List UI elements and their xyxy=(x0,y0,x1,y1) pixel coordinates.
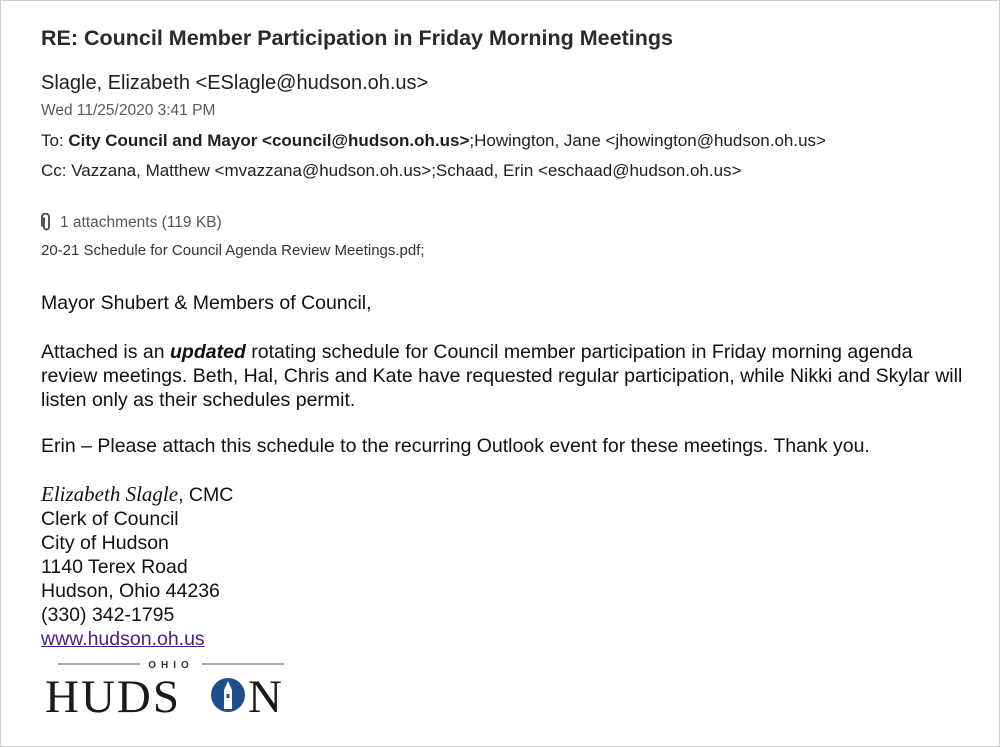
website-link[interactable]: www.hudson.oh.us xyxy=(41,628,205,650)
attachment-count: 1 attachments (119 KB) xyxy=(60,213,222,231)
to-line xyxy=(41,131,826,151)
para1-text-after: rotating schedule for Council member participation in Friday morning agenda review meetings. Beth, Hal, Chris and Kate have requested regular participation, while Nikki and Skylar will listen only as their schedules permit. xyxy=(41,341,963,411)
body-paragraph-1 xyxy=(41,340,971,412)
logo-state-text: OHIO xyxy=(148,660,194,671)
signature-street: 1140 Terex Road xyxy=(41,556,188,578)
cc-line[interactable]: Cc: Vazzana, Matthew <mvazzana@hudson.oh.us>;Schaad, Erin <eschaad@hudson.oh.us> xyxy=(41,161,742,180)
attachment-summary[interactable] xyxy=(41,213,222,232)
para1-emphasis: updated xyxy=(170,341,246,363)
logo-name-right: N xyxy=(248,671,282,723)
email-datetime: Wed 11/25/2020 3:41 PM xyxy=(41,102,216,119)
signature-city: Hudson, Ohio 44236 xyxy=(41,580,220,602)
paperclip-icon xyxy=(41,213,52,232)
email-sender[interactable]: Slagle, Elizabeth <ESlagle@hudson.oh.us> xyxy=(41,72,429,94)
email-subject: RE: Council Member Participation in Friday Morning Meetings xyxy=(41,26,673,50)
to-recipient-howington[interactable]: ;Howington, Jane <jhowington@hudson.oh.us> xyxy=(469,131,826,150)
to-recipient-council[interactable]: City Council and Mayor <council@hudson.oh.us> xyxy=(68,131,470,150)
logo-tower-window xyxy=(227,694,230,698)
signature-credential: , CMC xyxy=(178,484,234,506)
signature-org: City of Hudson xyxy=(41,532,169,554)
to-label: To: xyxy=(41,131,69,150)
signature-name: Elizabeth Slagle xyxy=(41,482,179,506)
logo-name-left: HUDS xyxy=(45,671,181,723)
para1-text-before: Attached is an xyxy=(41,341,170,363)
attachment-file-link[interactable]: 20-21 Schedule for Council Agenda Review Meetings.pdf; xyxy=(41,242,425,259)
signature-block xyxy=(41,482,233,651)
hudson-logo xyxy=(40,654,300,724)
body-greeting: Mayor Shubert & Members of Council, xyxy=(41,292,372,314)
signature-phone: (330) 342-1795 xyxy=(41,604,175,626)
signature-name-line xyxy=(41,482,233,507)
signature-title: Clerk of Council xyxy=(41,508,179,530)
body-paragraph-2: Erin – Please attach this schedule to the recurring Outlook event for these meetings. Thank you. xyxy=(41,435,870,457)
